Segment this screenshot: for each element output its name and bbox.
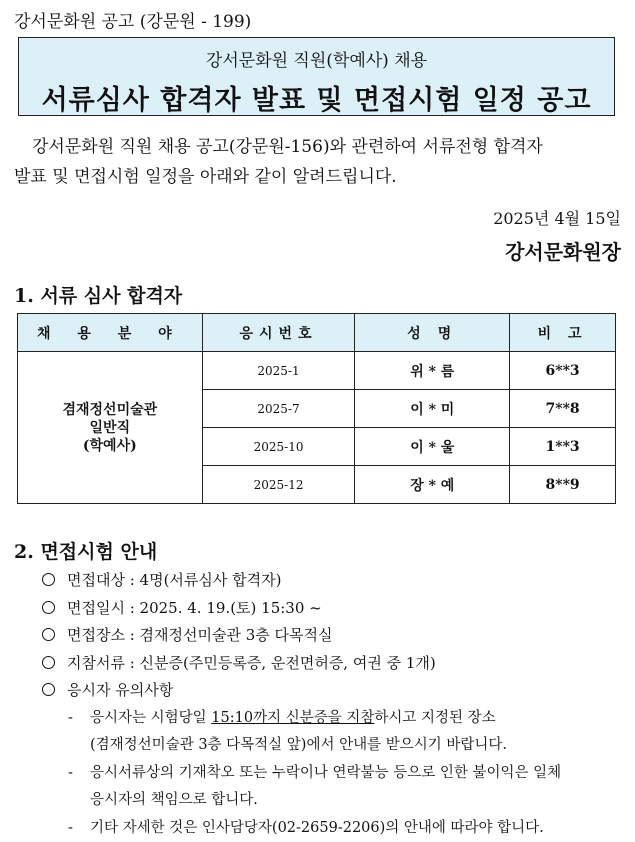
note-item [42, 705, 622, 733]
intro-line-1: 강서문화원 직원 채용 공고(강문원-156)와 관련하여 서류전형 합격자 [32, 137, 543, 157]
note-text: 응시서류상의 기재착오 또는 누락이나 연락불능 등으로 인한 불이익은 일체 [90, 765, 561, 781]
header-name: 성 명 [355, 314, 510, 352]
field-line: (학예사) [18, 437, 202, 455]
list-item [42, 650, 622, 678]
guide-text: 면접대상 : 4명(서류심사 합격자) [67, 571, 282, 589]
field-line: 일반직 [18, 419, 202, 437]
note-value: 6**3 [510, 352, 616, 390]
note-text: 응시자는 시험당일 [90, 710, 211, 726]
field-cell [18, 352, 203, 504]
list-item [42, 595, 622, 623]
guide-text: 면접일시 : 2025. 4. 19.(토) 15:30 ~ [67, 599, 322, 617]
passer-table [17, 313, 616, 504]
app-number: 2025-7 [202, 390, 355, 428]
circle-bullet-icon [42, 573, 55, 586]
table-row [18, 352, 616, 390]
header-field: 채 용 분 야 [18, 314, 203, 352]
field-line: 겸재정선미술관 [18, 401, 202, 419]
header-note: 비 고 [510, 314, 616, 352]
applicant-name: 이 * 미 [355, 390, 510, 428]
applicant-name: 이 * 울 [355, 428, 510, 466]
signer: 강서문화원장 [505, 236, 621, 265]
app-number: 2025-1 [202, 352, 355, 390]
guide-text: 면접장소 : 겸재정선미술관 3층 다목적실 [67, 626, 333, 644]
notice-number: 강서문화원 공고 (강문원 - 199) [14, 7, 251, 32]
note-value: 8**9 [510, 466, 616, 504]
applicant-name: 장 * 예 [355, 466, 510, 504]
notice-date: 2025년 4월 15일 [493, 206, 621, 229]
intro-line-2: 발표 및 면접시험 일정을 아래와 같이 알려드립니다. [14, 162, 622, 192]
dash-bullet: - [68, 815, 90, 842]
table-header-row [18, 314, 616, 352]
list-item [42, 622, 622, 650]
section-2-title: 2. 면접시험 안내 [14, 537, 157, 564]
intro-paragraph [14, 132, 622, 192]
note-item [42, 815, 622, 842]
note-value: 1**3 [510, 428, 616, 466]
note-text: 하시고 지정된 장소 [374, 710, 495, 726]
app-number: 2025-10 [202, 428, 355, 466]
list-item [42, 677, 622, 705]
note-item [42, 760, 622, 788]
circle-bullet-icon [42, 601, 55, 614]
guide-text: 지참서류 : 신분증(주민등록증, 운전면허증, 여권 중 1개) [67, 654, 436, 672]
header-app-no: 응시번호 [202, 314, 355, 352]
notice-subtitle: 강서문화원 직원(학예사) 채용 [19, 46, 614, 71]
circle-bullet-icon [42, 683, 55, 696]
circle-bullet-icon [42, 628, 55, 641]
title-box [18, 37, 615, 116]
note-continuation: (겸재정선미술관 3층 다목적실 앞)에서 안내를 받으시기 바랍니다. [42, 732, 622, 760]
applicant-name: 위 * 름 [355, 352, 510, 390]
circle-bullet-icon [42, 656, 55, 669]
app-number: 2025-12 [202, 466, 355, 504]
note-underlined-text: 15:10까지 신분증을 지참 [211, 710, 374, 726]
section-1-title: 1. 서류 심사 합격자 [14, 281, 182, 308]
note-text: 기타 자세한 것은 인사담당자(02-2659-2206)의 안내에 따라야 합니다. [90, 820, 544, 836]
notice-title: 서류심사 합격자 발표 및 면접시험 일정 공고 [19, 78, 614, 117]
interview-guide [42, 567, 622, 842]
note-continuation: 응시자의 책임으로 합니다. [42, 787, 622, 815]
note-value: 7**8 [510, 390, 616, 428]
guide-text: 응시자 유의사항 [67, 681, 173, 699]
dash-bullet: - [68, 705, 90, 733]
list-item [42, 567, 622, 595]
dash-bullet: - [68, 760, 90, 788]
